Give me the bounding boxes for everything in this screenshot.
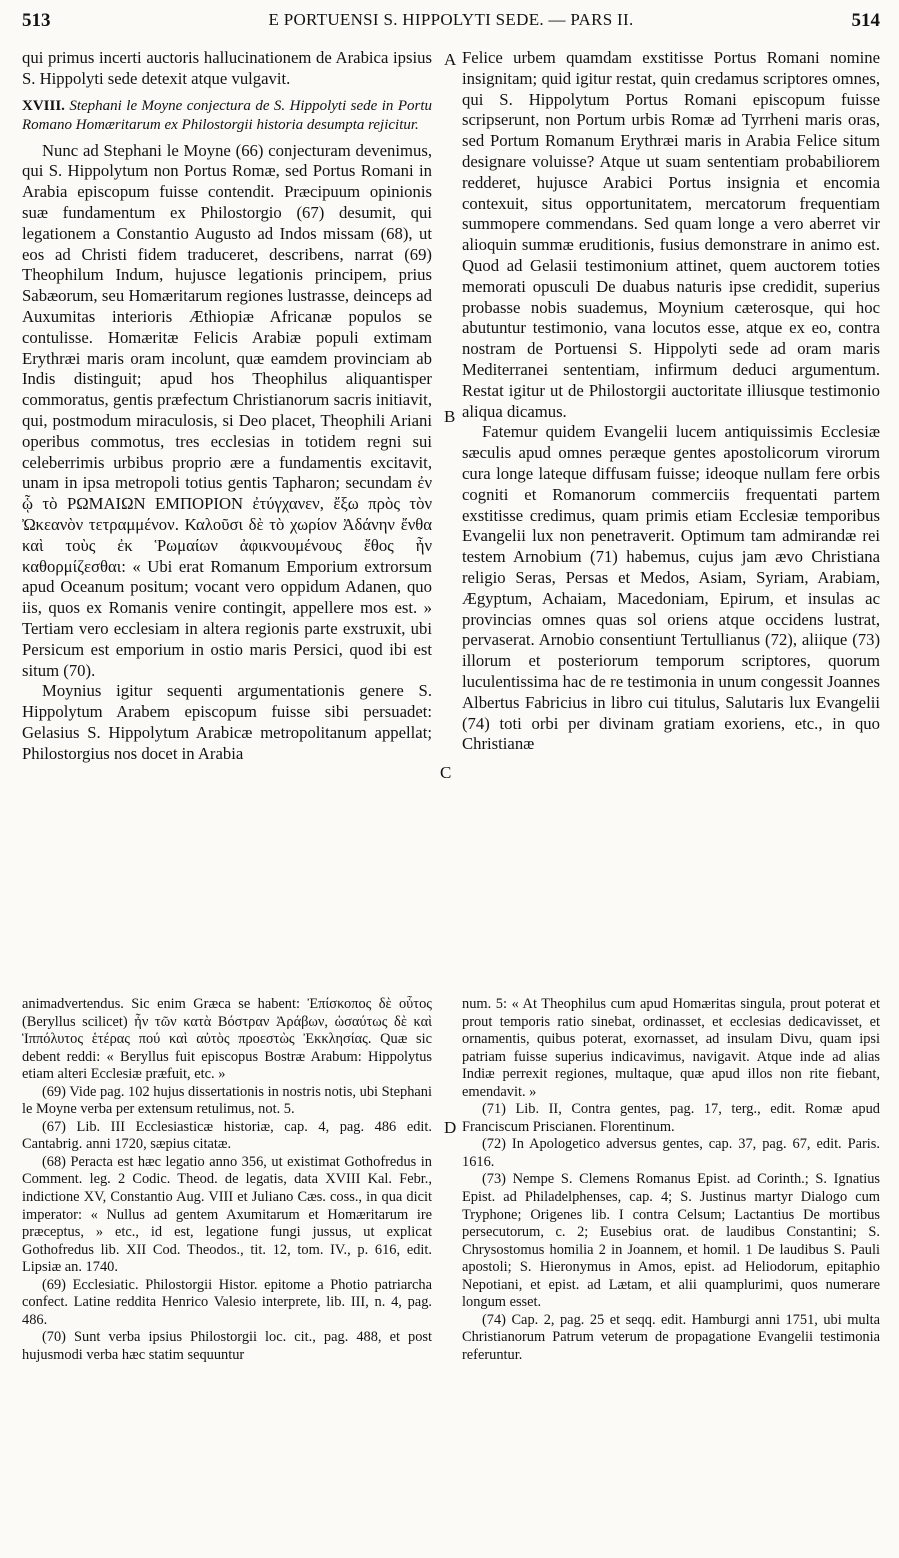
page-number-left: 513 bbox=[22, 10, 51, 31]
margin-letter-a: A bbox=[444, 50, 457, 69]
page-number-right: 514 bbox=[851, 10, 880, 31]
footnote: (71) Lib. II, Contra gentes, pag. 17, terg., edit. Romæ apud Franciscum Priscianen. Florentinum. bbox=[462, 1101, 880, 1135]
paragraph: Felice urbem quamdam exstitisse Portus Romani nomine insignitam; quid igitur restat, quin credamus scriptores omnes, qui S. Hippolytum Portus Romani episcopum fuisse scripserunt, non Portum urbis Romæ ad Tyrrheni maris oras, sed Portum Romanum Erythræi maris in Arabia Felice situm designare voluisse? Atque ut suam sententiam probabiliorem redderet, hujusce Arabici Portus insignia et encomia contexuit, situs opportunitatem, mercatorum frequentiam summopere commendans. Sed quam longe a vero aberret vir alioquin summæ eruditionis, fusius demonstrare in animo est. Quod ad Gelasii testimonium attinet, quem auctorem toties memorati opusculi De duabus naturis ipse credidit, superius probasse nobis suademus, Moynium cæterosque, qui hoc abutuntur testimonio, vana locutos esse, atque ex eo, contra nostram de Portuensi S. Hippolyti sede ad oram maris Mediterranei sententiam, infirmum deduci argumentum. Restat igitur ut de Philostorgii auctoritate illiusque testimonio aliqua dicamus. bbox=[462, 48, 880, 421]
paragraph: Fatemur quidem Evangelii lucem antiquissimis Ecclesiæ sæculis apud omnes peræque gentes apostolicorum virorum cura longe lateque diffusam fuisse; ideoque nullam fere orbis cogniti et Romanorum commerciis frequentati partem exstitisse credimus, quam primis etiam Ecclesiæ temporibus Evangelii lux non penetraverit. Optimum tam admirandæ rei testem Arnobium (71) habemus, cujus jam ævo Christiana religio Seras, Persas et Medos, Asiam, Syriam, Arabiam, Ægyptum, Achaiam, Macedoniam, Epirum, et insulas ac provincias omnes quas sol oriens atque occidens lustrat, pervaserat. Arnobio consentiunt Tertullianus (72), aliique (73) illorum et posteriorum temporum scriptores, quorum luculentissima hac de re testimonia in unum congessit Joannes Albertus Fabricius in libro cui titulus, Salutaris lux Evangelii (74) toti orbi per divinam gratiam exoriens, etc., in quo Christianæ bbox=[462, 422, 880, 754]
footnote: (67) Lib. III Ecclesiasticæ historiæ, cap. 4, pag. 486 edit. Cantabrig. anni 1720, sæpius citatæ. bbox=[22, 1118, 432, 1153]
footnote: (69) Vide pag. 102 hujus dissertationis in nostris notis, ubi Stephani le Moyne verba per extensum retulimus, not. 5. bbox=[22, 1083, 432, 1118]
footnote-continuation: animadvertendus. Sic enim Græca se habent: Ἐπίσκοπος δὲ οὗτος (Beryllus scilicet) ἦν τῶν κατὰ Βόστραν Ἀράβων, ὡσαύτως δὲ καὶ Ἱππόλυτος ἑτέρας πού καὶ αὐτὸς προεστὼς Ἐκκλησίας. Quæ sic debent reddi: « Beryllus fuit episcopus Bostræ Arabum: Hippolytus etiam alteri Ecclesiæ præfuit, etc. » bbox=[22, 996, 432, 1083]
footnote: (74) Cap. 2, pag. 25 et seqq. edit. Hamburgi anni 1751, ubi multa Christianorum Patrum veterum de propagatione Evangelii testimonia referuntur. bbox=[462, 1311, 880, 1363]
paragraph: Moynius igitur sequenti argumentationis genere S. Hippolytum Arabem episcopum fuisse sibi persuadet: Gelasius S. Hippolytum Arabicæ metropolitanum appellat; Philostorgius nos docet in Arabia bbox=[22, 681, 432, 763]
footnote: (69) Ecclesiatic. Philostorgii Histor. epitome a Photio patriarcha confect. Latine reddita Henrico Valesio interprete, lib. III, n. 4, pag. 486. bbox=[22, 1276, 432, 1328]
paragraph: Nunc ad Stephani le Moyne (66) conjecturam devenimus, qui S. Hippolytum non Portus Romæ, sed Portus Romani in Arabia episcopum fuisse contendit. Præcipuum opinionis suæ fundamentum ex Philostorgio (67) desumit, qui legationem a Constantio Augusto ad Indos missam (68), ut eos ad Christi fidem traduceret, describens, narrat (69) Theophilum Indum, hujusce legationis principem, prius Sabæorum, seu Homæritarum regiones lustrasse, deinceps ad Auxumitas interioris Æthiopiæ Africanæ populos se contulisse. Homæritæ Felicis Arabiæ populi extimam Erythræi maris oram incolunt, quæ eamdem provinciam ab Indis distinguit; apud hos Theophilus aliquantisper commoratus, gentis præfectum Christianorum sacris initiavit, qui, postmodum miraculosis, si Deo placet, Theophili Ariani operibus commotus, tres ecclesias in totidem regni sui celeberrimis urbibus proprio ære a fundamentis excitavit, unam in ipsa metropoli totius gentis Tapharon; secundam ἐν ᾧ τὸ ΡΩΜΑΙΩΝ ΕΜΠΟΡΙΟΝ ἐτύγχανεν, ἔξω πρὸς τὸν Ὠκεανὸν τετραμμένον. Καλοῦσι δὲ τὸ χωρίον Ἀδάνην ἔνθα καὶ τοὺς ἐκ Ῥωμαίων ἀφικνουμένους ἔθος ἦν καθορμίζεσθαι: « Ubi erat Romanum Emporium extrorsum apud Oceanum positum; vocant vero oppidum Adanen, quo iis, quos ex Romanis venire contingit, appellere mos est. » Tertiam vero ecclesiam in altera regionis parte exstruxit, ubi Persicum est emporium in ostio maris Persici, quod ibi est situm (70). bbox=[22, 140, 432, 680]
footnote: (73) Nempe S. Clemens Romanus Epist. ad Corinth.; S. Ignatius Epist. ad Philadelphenses, cap. 4; S. Justinus martyr Dialogo cum Tryphone; Origenes lib. I contra Celsum; Lactantius De mortibus persecutorum, c. 2; Eusebius orat. de laudibus Constantini; S. Chrysostomus homilia 2 in Joannem, et homil. 1 De laudibus S. Pauli apostoli; S. Hieronymus in Amos, epist. ad Heliodorum, epitaphio Nepotiani, et epist. ad Lætam, et alii quamplurimi, quos numerare longum esset. bbox=[462, 1171, 880, 1311]
footnote: (70) Sunt verba ipsius Philostorgii loc. cit., pag. 488, et post hujusmodi verba hæc statim sequuntur bbox=[22, 1329, 432, 1363]
margin-letter-d: D bbox=[444, 1118, 457, 1137]
margin-letter-b: B bbox=[444, 407, 456, 426]
left-footnotes bbox=[22, 996, 432, 1556]
right-footnotes bbox=[462, 996, 880, 1556]
section-title: Stephani le Moyne conjectura de S. Hippolyti sede in Portu Romano Homæritarum ex Philostorgii historia desumpta rejicitur. bbox=[22, 97, 432, 133]
running-header bbox=[22, 10, 880, 36]
left-column-text bbox=[22, 48, 432, 988]
footnote: (72) In Apologetico adversus gentes, cap. 37, pag. 67, edit. Paris. 1616. bbox=[462, 1136, 880, 1170]
right-column-text bbox=[462, 48, 880, 988]
footnote-continuation: num. 5: « At Theophilus cum apud Homæritas singula, prout poterat et prout temporis ratio sinebat, ordinasset, et ecclesias dedicavisset, et ornamentis, quibus poterat, exornasset, ad insulam Divu, quam ipsi patriam fuisse superius indicavimus, navigavit. Atque inde ad alias Indiæ perrexit regiones, multaque, quæ apud illos non rite fiebant, emendavit. » bbox=[462, 996, 880, 1100]
section-number: XVIII. bbox=[22, 97, 65, 114]
margin-letter-c: C bbox=[440, 763, 452, 782]
section-heading bbox=[22, 97, 432, 135]
intro-paragraph: qui primus incerti auctoris hallucinationem de Arabica ipsius S. Hippolyti sede detexit atque vulgavit. bbox=[22, 48, 432, 88]
footnote: (68) Peracta est hæc legatio anno 356, ut existimat Gothofredus in Comment. leg. 2 Codic. Theod. de legatis, data XVIII Kal. Febr., indictione XV, Constantio Aug. VIII et Juliano Cæs. coss., in qua dicit imperator: « Nullus ad gentem Axumitarum et Homæritarum ire præceptus, » etc., id est, legatione fungi jussus, ut explicat Gothofredus lib. XII Cod. Theodos., tit. 12, tom. IV., p. 616, edit. Lipsiæ an. 1740. bbox=[22, 1153, 432, 1276]
running-title: E PORTUENSI S. HIPPOLYTI SEDE. — PARS II. bbox=[268, 10, 634, 29]
